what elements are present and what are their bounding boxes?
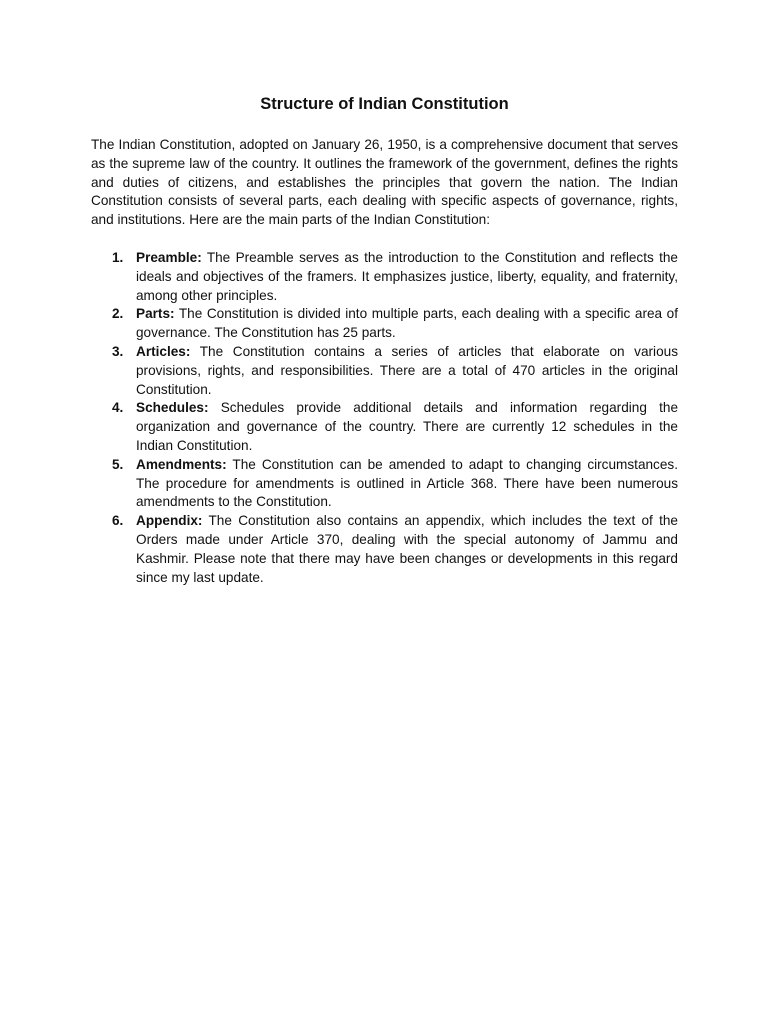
list-item-schedules: [91, 399, 678, 455]
parts-list: [91, 249, 678, 587]
list-item-number: 6.: [112, 513, 124, 529]
document-title: Structure of Indian Constitution: [260, 95, 509, 113]
list-item-number: 5.: [112, 456, 124, 472]
list-item-term: Amendments:: [136, 456, 227, 472]
list-item-term: Schedules:: [136, 400, 209, 416]
list-item-text: The Preamble serves as the introduction to the Constitution and reflects the ideals and objectives of the framers. It emphasizes justice, liberty, equality, and fraternity, among other principles.: [136, 249, 678, 303]
list-item-text: The Constitution also contains an appendix, which includes the text of the Orders made under Article 370, dealing with the special autonomy of Jammu and Kashmir. Please note that there may have been changes or developments in this regard since my last update.: [136, 513, 678, 585]
list-item-articles: [91, 343, 678, 399]
list-item-text: Schedules provide additional details and information regarding the organization and governance of the country. There are currently 12 schedules in the Indian Constitution.: [136, 400, 678, 453]
list-item-preamble: [91, 249, 678, 305]
list-item-number: 2.: [112, 306, 124, 322]
list-item-text: The Constitution contains a series of articles that elaborate on various provisions, rights, and responsibilities. There are a total of 470 articles in the original Constitution.: [136, 343, 678, 397]
list-item-appendix: [91, 512, 678, 587]
list-item-term: Appendix:: [136, 513, 203, 529]
list-item-number: 1.: [112, 249, 124, 265]
document-page: [91, 0, 678, 587]
list-item-number: 3.: [112, 343, 124, 359]
list-item-parts: [91, 305, 678, 343]
list-item-term: Preamble:: [136, 249, 202, 265]
list-item-text: The Constitution can be amended to adapt to changing circumstances. The procedure for amendments is outlined in Article 368. There have been numerous amendments to the Constitution.: [136, 456, 678, 510]
list-item-amendments: [91, 456, 678, 512]
list-item-number: 4.: [112, 400, 124, 416]
intro-paragraph: The Indian Constitution, adopted on January 26, 1950, is a comprehensive document that serves as the supreme law of the country. It outlines the framework of the government, defines the rights and duties of citizens, and establishes the principles that govern the nation. The Indian Constitution consists of several parts, each dealing with specific aspects of governance, rights, and institutions. Here are the main parts of the Indian Constitution:: [91, 137, 678, 228]
list-item-term: Articles:: [136, 343, 191, 359]
list-item-term: Parts:: [136, 306, 175, 322]
list-item-text: The Constitution is divided into multiple parts, each dealing with a specific area of governance. The Constitution has 25 parts.: [136, 306, 678, 341]
